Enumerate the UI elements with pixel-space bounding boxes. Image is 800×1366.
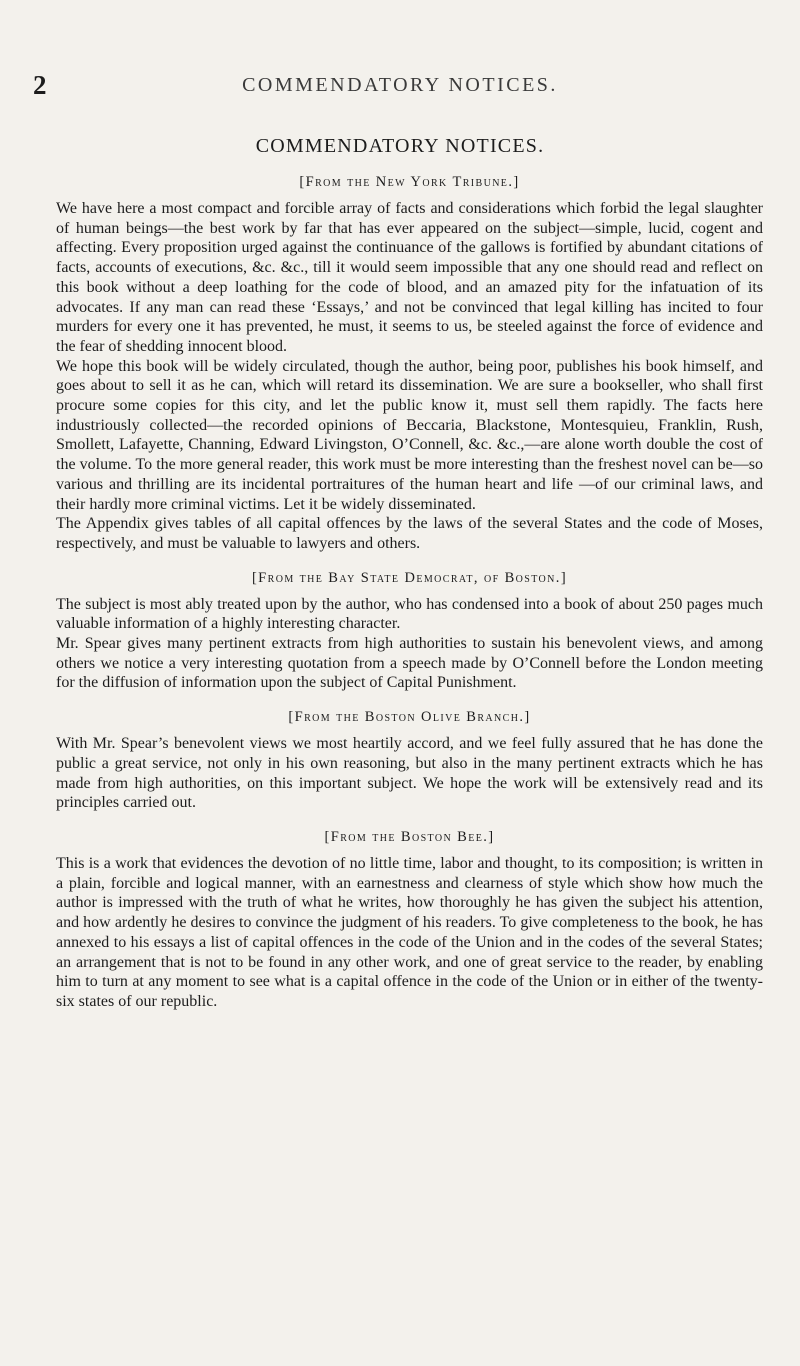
running-head bbox=[0, 70, 800, 100]
page-number: 2 bbox=[33, 70, 47, 100]
notice-source: [From the Bay State Democrat, of Boston.] bbox=[251, 569, 568, 586]
notice-paragraph: We hope this book will be widely circulated, though the author, being poor, publishes his book himself, and goes about to sell it as he can, which will retard its dissemination. We are sure a bookseller, who shall first procure some copies for this city, and let the public know it, must sell them rapidly. The facts here industriously collected—the recorded opinions of Beccaria, Blackstone, Montesquieu, Franklin, Rush, Smollett, Lafayette, Channing, Edward Livingston, O’Connell, &c. &c.,—are alone worth double the cost of the volume. To the more general reader, this work must be more interesting than the freshest novel can be—so various and thrilling are its incidental portraitures of the human heart and life —of our criminal laws, and their hardly more criminal victims. Let it be widely disseminated. bbox=[56, 357, 763, 513]
notice-source: [From the Boston Bee.] bbox=[324, 828, 495, 845]
notice-paragraph: Mr. Spear gives many pertinent extracts from high authorities to sustain his benevolent views, and among others we notice a very interesting quotation from a speech made by O’Connell before the London meeting for the diffusion of information upon the subject of Capital Punishment. bbox=[56, 635, 763, 692]
notice-paragraph: The subject is most ably treated upon by the author, who has condensed into a book of about 250 pages much valuable information of a highly interesting character. bbox=[56, 595, 763, 633]
page-title: COMMENDATORY NOTICES. bbox=[255, 135, 545, 157]
notice-paragraph: With Mr. Spear’s benevolent views we most heartily accord, and we feel fully assured that he has done the public a great service, not only in his own reasoning, but also in the many pertinent extracts which he has made from high authorities, on this important subject. We hope the work will be extensively read and its principles carried out. bbox=[56, 735, 763, 812]
notice-bay-state-democrat bbox=[56, 568, 763, 694]
notices-body bbox=[56, 172, 763, 1026]
notice-boston-olive-branch bbox=[56, 707, 763, 813]
notice-source: [From the Boston Olive Branch.] bbox=[288, 709, 531, 726]
notice-paragraph: This is a work that evidences the devotion of no little time, labor and thought, to its composition; is written in a plain, forcible and logical manner, with an earnestness and clearness of style which show how much the author is impressed with the truth of what he writes, how thoroughly he has given the subject his attention, and how ardently he desires to convince the judgment of his readers. To give completeness to the book, he has annexed to his essays a list of capital offences in the code of the Union and in the codes of the several States; an arrangement that is not to be found in any other work, and one of great service to the reader, by enabling him to turn at any moment to see what is a capital offence in the code of the Union or in either of the twenty-six states of our republic. bbox=[56, 854, 763, 1010]
running-title: COMMENDATORY NOTICES. bbox=[242, 74, 558, 96]
notice-new-york-tribune bbox=[56, 172, 763, 554]
notice-boston-bee bbox=[56, 827, 763, 1012]
notice-source: [From the New York Tribune.] bbox=[299, 174, 520, 190]
notice-paragraph: We have here a most compact and forcible array of facts and considerations which forbid the legal slaughter of human beings—the best work by far that has ever appeared on the subject—simple, lucid, cogent and affecting. Every proposition urged against the continuance of the gallows is fortified by abundant citations of facts, accounts of executions, &c. &c., till it would seem impossible that any one should read and reflect on this book without a deep loathing for the code of blood, and an amazed pity for the infatuation of its advocates. If any man can read these ‘Essays,’ and not be convinced that legal killing has incited to four murders for every one it has prevented, he must, it seems to us, be steeled against the force of evidence and the fear of shedding innocent blood. bbox=[56, 200, 763, 355]
notice-paragraph: The Appendix gives tables of all capital offences by the laws of the several States and the code of Moses, respectively, and must be valuable to lawyers and others. bbox=[56, 515, 763, 552]
